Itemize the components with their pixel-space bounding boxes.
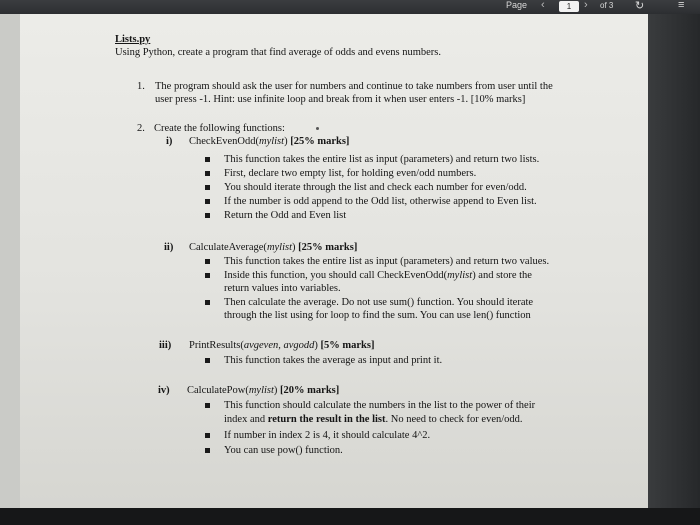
f2-bullet-2: Inside this function, you should call CheckEvenOdd(mylist) and store the (224, 270, 532, 281)
f4-bullet-3: You can use pow() function. (224, 445, 343, 456)
menu-icon[interactable]: ≡ (678, 0, 685, 11)
f1-bullet-4: If the number is odd append to the Odd list, otherwise append to Even list. (224, 196, 537, 207)
f2-bullet-3: Then calculate the average. Do not use sum() function. You should iterate (224, 297, 534, 308)
bullet-icon (205, 213, 210, 218)
f1-signature: CheckEvenOdd(mylist) [25% marks] (189, 136, 350, 147)
f4-bullet-1-cont: index and return the result in the list. No need to check for even/odd. (224, 414, 523, 425)
f3-signature: PrintResults(avgeven, avgodd) [5% marks] (189, 340, 375, 351)
f1-bullet-2: First, declare two empty list, for holding even/odd numbers. (224, 168, 477, 179)
right-margin (648, 14, 700, 509)
f2-bullet-3-cont: through the list using for loop to find the sum. You can use len() function (224, 310, 531, 321)
bullet-icon (205, 185, 210, 190)
document-viewer-toolbar (0, 0, 700, 14)
bullet-icon (205, 448, 210, 453)
mouse-cursor (316, 127, 319, 130)
intro-text: Using Python, create a program that find average of odds and evens numbers. (115, 47, 441, 58)
f4-roman: iv) (158, 385, 170, 396)
refresh-icon[interactable]: ↻ (635, 0, 645, 12)
bullet-icon (205, 403, 210, 408)
f1-bullet-1: This function takes the entire list as input (parameters) and return two lists. (224, 154, 540, 165)
f2-roman: ii) (164, 242, 174, 253)
bullet-icon (205, 433, 210, 438)
bottom-margin (0, 508, 700, 525)
page-number-input[interactable]: 1 (559, 1, 579, 12)
f4-signature: CalculatePow(mylist) [20% marks] (187, 385, 340, 396)
q1-line-2: user press -1. Hint: use infinite loop and break from it when user enters -1. [10% marks] (155, 94, 526, 105)
bullet-icon (205, 259, 210, 264)
bullet-icon (205, 157, 210, 162)
f4-bullet-2: If number in index 2 is 4, it should calculate 4^2. (224, 430, 431, 441)
q2-number: 2. (137, 123, 145, 134)
f1-roman: i) (166, 136, 173, 147)
document-page (20, 14, 648, 508)
bullet-icon (205, 358, 210, 363)
f1-bullet-3: You should iterate through the list and check each number for even/odd. (224, 182, 527, 193)
f2-bullet-2-cont: return values into variables. (224, 283, 341, 294)
bullet-icon (205, 300, 210, 305)
page-label: Page (506, 0, 528, 10)
q2-heading: Create the following functions: (154, 123, 285, 134)
page-total: of 3 (600, 1, 614, 10)
next-page-icon[interactable]: › (584, 0, 588, 11)
previous-page-icon[interactable]: ‹ (541, 0, 545, 11)
f3-bullet-1: This function takes the average as input and print it. (224, 355, 443, 366)
file-title: Lists.py (115, 34, 151, 45)
q1-line-1: The program should ask the user for numbers and continue to take numbers from user until the (155, 81, 553, 92)
bullet-icon (205, 199, 210, 204)
f2-signature: CalculateAverage(mylist) [25% marks] (189, 242, 358, 253)
bullet-icon (205, 171, 210, 176)
f4-bullet-1: This function should calculate the numbers in the list to the power of their (224, 400, 536, 411)
bullet-icon (205, 273, 210, 278)
q1-number: 1. (137, 81, 145, 92)
left-margin (0, 14, 20, 509)
f2-bullet-1: This function takes the entire list as input (parameters) and return two values. (224, 256, 550, 267)
f3-roman: iii) (159, 340, 172, 351)
f1-bullet-5: Return the Odd and Even list (224, 210, 347, 221)
